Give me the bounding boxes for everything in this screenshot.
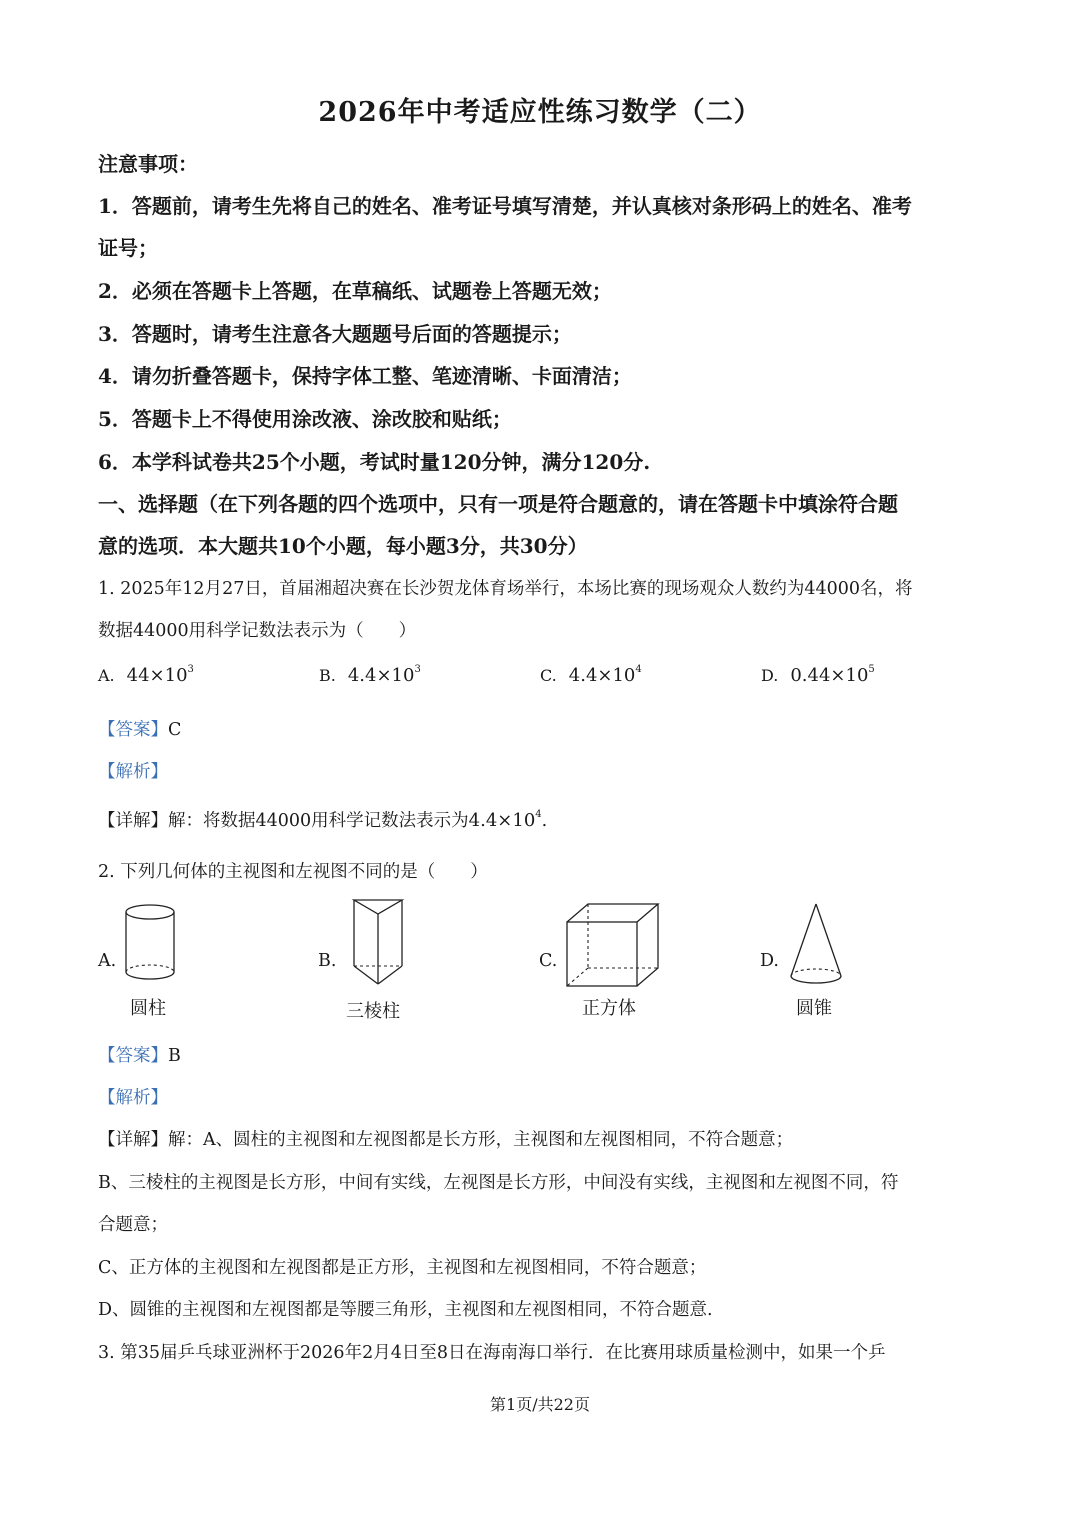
q2-detail-c: C、正方体的主视图和左视图都是正方形，主视图和左视图相同，不符合题意； — [98, 1258, 707, 1278]
q1-option-c: C. $4.4\times 10^4$ — [540, 664, 642, 686]
notice-item-3: 3．答题时，请考生注意各大题题号后面的答题提示； — [98, 322, 572, 346]
q2-option-d-label: D. — [760, 951, 779, 971]
q2-analysis-tag: 【解析】 — [98, 1088, 168, 1108]
q1-option-b: B. $4.4\times 10^3$ — [319, 664, 421, 686]
notice-item-4: 4．请勿折叠答题卡，保持字体工整、笔迹清晰、卡面清洁； — [98, 364, 632, 388]
notice-item-1: 1．答题前，请考生先将自己的姓名、准考证号填写清楚，并认真核对条形码上的姓名、准考 — [98, 194, 912, 218]
q1-analysis-tag: 【解析】 — [98, 762, 168, 782]
q2-option-c-name: 正方体 — [582, 998, 636, 1019]
q2-detail-a: 【详解】解：A、圆柱的主视图和左视图都是长方形，主视图和左视图相同，不符合题意； — [98, 1130, 794, 1150]
q2-detail-d: D、圆锥的主视图和左视图都是等腰三角形，主视图和左视图相同，不符合题意. — [98, 1300, 713, 1320]
q2-stem: 2. 下列几何体的主视图和左视图不同的是（ ） — [98, 862, 488, 882]
q1-option-d: D. $0.44\times 10^5$ — [761, 664, 875, 686]
page-title: 2026年中考适应性练习数学（二） — [318, 97, 762, 128]
notice-item-1-cont: 证号； — [98, 236, 158, 260]
q2-option-a-label: A. — [98, 951, 117, 971]
triangular-prism-figure — [348, 896, 408, 992]
q2-option-b-name: 三棱柱 — [346, 1001, 400, 1022]
q1-answer — [98, 716, 988, 741]
q2-option-c-label: C. — [539, 951, 558, 971]
q2-detail-b: B、三棱柱的主视图是长方形，中间有实线，左视图是长方形，中间没有实线，主视图和左视图不同，符 — [98, 1173, 899, 1193]
q1-detail: 【详解】解：将数据44000用科学记数法表示为$4.4\times 10^4$. — [98, 809, 548, 831]
notice-heading: 注意事项： — [98, 152, 198, 176]
q2-option-b-label: B. — [318, 951, 337, 971]
q2-answer — [98, 1042, 988, 1067]
q3-stem: 3. 第35届乒乓球亚洲杯于2026年2月4日至8日在海南海口举行．在比赛用球质量检测中，如果一个乒 — [98, 1343, 886, 1363]
answer-value: B — [168, 1046, 181, 1066]
cube-figure — [562, 900, 662, 990]
notice-item-5: 5．答题卡上不得使用涂改液、涂改胶和贴纸； — [98, 407, 512, 431]
q1-options — [98, 664, 988, 694]
q1-option-a: A. $44\times 10^3$ — [98, 664, 194, 686]
notice-item-6: 6．本学科试卷共25个小题，考试时量120分钟，满分120分. — [98, 450, 651, 474]
answer-tag: 【答案】 — [98, 720, 168, 740]
section-heading-cont: 意的选项．本大题共10个小题，每小题3分，共30分） — [98, 534, 588, 558]
answer-tag: 【答案】 — [98, 1046, 168, 1066]
cone-figure — [786, 900, 846, 992]
page-footer: 第1页/共22页 — [490, 1395, 590, 1414]
answer-value: C — [168, 720, 182, 740]
section-heading: 一、选择题（在下列各题的四个选项中，只有一项是符合题意的，请在答题卡中填涂符合题 — [98, 492, 898, 516]
notice-item-2: 2．必须在答题卡上答题，在草稿纸、试题卷上答题无效； — [98, 279, 612, 303]
q1-stem: 1. 2025年12月27日，首届湘超决赛在长沙贺龙体育场举行，本场比赛的现场观众人数约为44000名，将 — [98, 579, 913, 599]
q2-option-a-name: 圆柱 — [130, 998, 166, 1019]
cylinder-figure — [120, 900, 180, 988]
q2-detail-b-cont: 合题意； — [98, 1215, 168, 1235]
q1-stem-cont: 数据44000用科学记数法表示为（ ） — [98, 621, 417, 641]
q2-option-d-name: 圆锥 — [796, 998, 832, 1019]
